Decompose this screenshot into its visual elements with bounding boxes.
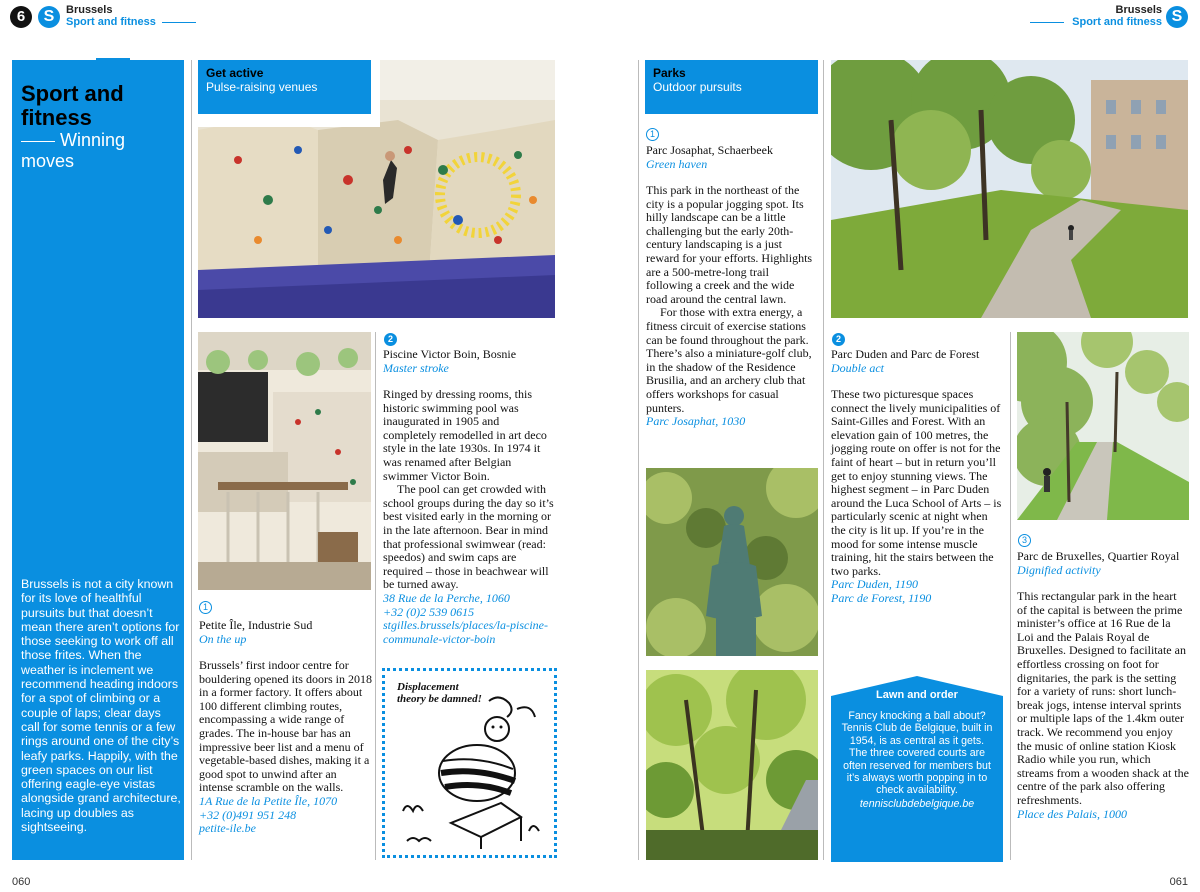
get-active-label [198,60,371,114]
page-number-left: 060 [12,876,31,888]
header-rule-left [162,22,196,23]
section-number-badge: 6 [10,6,32,28]
park-statue-photo [646,468,818,656]
entry-number-badge: 1 [646,128,659,141]
section-s-icon-right: S [1166,6,1188,28]
sidebar-title: Lawn and order [876,689,958,701]
entry-subtitle: Double act [831,361,884,375]
page-subtitle: Winning moves [21,130,126,171]
column-rule [1010,332,1011,860]
section-s-icon: S [38,6,60,28]
header-section-right: Sport and fitness [1072,16,1162,28]
entry-petite-ile [199,618,372,836]
entry-body: Ringed by dressing rooms, this historic swimming pool was inaugurated in 1905 and completely remodelled in art deco style in the late 1930s. In 1974 it was renamed after Belgian swimmer Victor Boin. [383,387,547,483]
header-section-left: Sport and fitness [66,16,156,28]
entry-address: 1A Rue de la Petite Île, 1070 [199,793,338,808]
section-tagline: Pulse-raising venues [206,80,318,94]
parc-duden-path-photo [831,60,1188,318]
entry-number-badge: 1 [199,601,212,614]
entry-phone: +32 (0)2 539 0615 [383,604,475,619]
entry-subtitle: Master stroke [383,361,449,375]
entry-parc-josaphat [646,143,818,429]
entry-subtitle: On the up [199,632,247,646]
entry-title: Piscine Victor Boin, Bosnie [383,347,517,361]
entry-title: Petite Île, Industrie Sud [199,618,313,632]
entry-number-badge: 2 [832,333,845,346]
entry-title: Parc de Bruxelles, Quartier Royal [1017,549,1180,563]
parc-de-bruxelles-photo [1017,332,1189,520]
entry-subtitle: Green haven [646,157,708,171]
section-label: Parks [653,66,686,80]
cartoon-caption: Displacement theory be damned! [397,681,482,705]
entry-body: Brussels’ first indoor centre for bouldering opened its doors in 2018 in a former factory. It offers about 100 different climbing routes, encompassing a wide range of grades. The in-house bar has an impressive beer list and a menu of vegetable-based dishes, making it a good spot to unwind after an intense scramble on the walls. [199,658,372,795]
entry-body: These two picturesque spaces connect the lively municipalities of Saint-Gilles and Forest. With an elevation gain of 100 metres, the jogging route on offer is not for the faint of heart – but in return you’ll get to enjoy stunning views. The highest segment – in Parc Duden around the Luca School of Arts – is particularly scenic at night when the city is lit up. If you’re in the mood for some intense muscle training, hit the stairs between the two parks. [831,387,1002,578]
column-rule [823,60,824,860]
entry-parc-duden [831,347,1003,606]
column-rule [638,60,639,860]
intro-panel [12,60,184,860]
swimmer-cartoon-icon [397,691,547,851]
entry-phone: +32 (0)491 951 248 [199,807,297,822]
lawn-and-order-sidebar [831,676,1003,862]
entry-web-link[interactable]: stgilles.brussels/places/la-piscine-communale-victor-boin [383,618,548,646]
entry-number-badge: 2 [384,333,397,346]
forest-path-photo [646,670,818,860]
header-city-right: Brussels [1115,4,1162,16]
entry-title: Parc Duden and Parc de Forest [831,347,980,361]
bouldering-bar-photo [198,332,371,590]
entry-address: 38 Rue de la Perche, 1060 [383,590,510,605]
entry-body: For those with extra energy, a fitness circuit of exercise stations can be found throughout the park. There’s also a miniature-golf club, in the shadow of the Residence Brusilia, and an archery club that offers workshops for casual punters. [646,305,812,415]
entry-address: Parc de Forest, 1190 [831,590,932,605]
sidebar-body: Fancy knocking a ball about? Tennis Club de Belgique, built in 1954, is as central as it gets. The three covered courts are often reserved for members but it’s always worth popping in to check availability. [841,710,993,797]
entry-number-badge: 3 [1018,534,1031,547]
entry-body: The pool can get crowded with school groups during the day so it’s best visited early in the morning or in the late afternoon. Bear in mind that professional swimwear (read: speedos) and swim caps are required – those in beachwear will be turned away. [383,482,554,592]
intro-body: Brussels is not a city known for its love of healthful pursuits but that doesn’t mean there aren’t options for those seeking to work off all those frites. When the weather is inclement we recommend heading indoors for a spot of climbing or a couple of laps; clear days call for some tennis or a few rings around one of the city’s leafy parks. Happily, with the green spaces on our list offering eagle-eye vistas alongside grand architecture, lacing up doubles as sightseeing. [21,577,181,835]
parks-label [645,60,818,114]
entry-address: Parc Josaphat, 1030 [646,414,746,429]
header-rule-right [1030,22,1064,23]
page-number-right: 061 [1169,876,1188,888]
entry-body: This rectangular park in the heart of the capital is between the prime minister’s office at 16 Rue de la Loi and the Palais Royal de Bruxelles. Designed to facilitate an effortless crossing on foot for dignitaries, the park is the setting for a variety of runs: short lunch-break jogs, intense interval sprints or multiple laps of the 1.4km outer track. We recommend you enjoy the music of online station Kiosk Radio while you run, which streams from a wooden shack at the centre of the park also offering refreshments. [1017,589,1189,807]
entry-web-link[interactable]: petite-ile.be [199,821,256,836]
page-title: Sport and fitness [21,81,124,130]
entry-address: Place des Palais, 1000 [1017,806,1127,821]
section-tagline: Outdoor pursuits [653,80,742,94]
entry-subtitle: Dignified activity [1017,563,1101,577]
entry-address: Parc Duden, 1190 [831,577,918,592]
column-rule [191,60,192,860]
entry-title: Parc Josaphat, Schaerbeek [646,143,773,157]
column-rule [375,332,376,860]
entry-parc-de-bruxelles [1017,549,1189,821]
entry-piscine-victor-boin [383,347,555,646]
header-city-left: Brussels [66,4,113,16]
sidebar-web-link[interactable]: tennisclubdebelgique.be [859,797,975,810]
cartoon-illustration [382,668,557,858]
entry-body: This park in the northeast of the city is a popular jogging spot. Its hilly landscape can be a little challenging but the early 20th-century landscaping is a just reward for your efforts. Highlights are a 500-metre-long trail following a creek and the wide road around the central lawn. [646,183,813,306]
section-label: Get active [206,66,264,80]
